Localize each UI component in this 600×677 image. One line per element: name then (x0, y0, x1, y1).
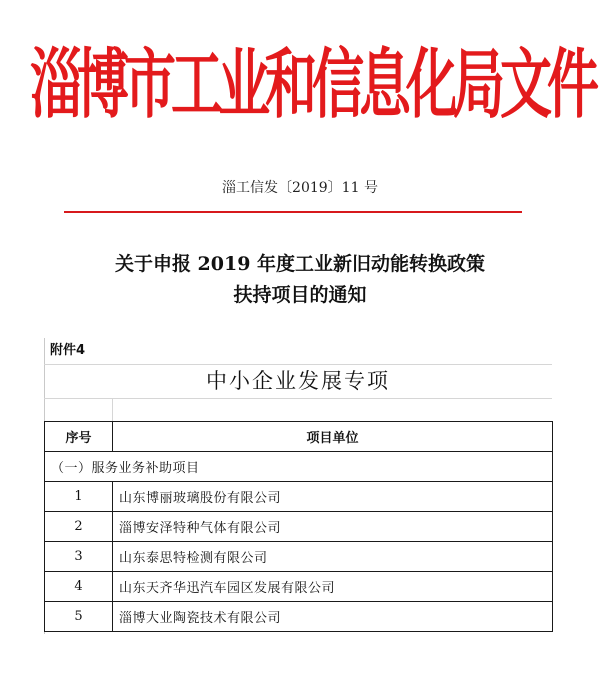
row-number: 4 (45, 572, 113, 602)
row-number: 2 (45, 512, 113, 542)
attachment-sheet (44, 338, 552, 634)
document-title-line-2: 扶持项目的通知 (233, 284, 367, 306)
projects-table (44, 421, 553, 632)
row-unit: 淄博大业陶瓷技术有限公司 (113, 602, 553, 632)
red-divider-rule (64, 211, 522, 213)
table-row (45, 542, 553, 572)
row-number: 1 (45, 482, 113, 512)
document-masthead: 淄博市工业和信息化局文件 (30, 41, 595, 130)
row-number: 5 (45, 602, 113, 632)
document-title-line-1: 关于申报 2019 年度工业新旧动能转换政策 (114, 253, 486, 275)
table-row (45, 512, 553, 542)
row-unit: 山东天齐华迅汽车园区发展有限公司 (113, 572, 553, 602)
row-number: 3 (45, 542, 113, 572)
table-header-row (45, 422, 553, 452)
sheet-gridline (44, 364, 552, 365)
document-number: 淄工信发〔2019〕11 号 (222, 180, 378, 196)
attachment-label: 附件4 (50, 343, 86, 358)
group-heading-row (45, 452, 553, 482)
row-unit: 淄博安泽特种气体有限公司 (113, 512, 553, 542)
table-title: 中小企业发展专项 (206, 369, 390, 393)
row-unit: 山东泰思特检测有限公司 (113, 542, 553, 572)
table-row (45, 572, 553, 602)
sheet-gridline (44, 398, 552, 399)
group-heading: （一）服务业务补助项目 (45, 452, 553, 482)
column-header-unit: 项目单位 (113, 422, 553, 452)
row-unit: 山东博丽玻璃股份有限公司 (113, 482, 553, 512)
sheet-gridline (112, 398, 113, 421)
table-row (45, 482, 553, 512)
table-row (45, 602, 553, 632)
column-header-number: 序号 (45, 422, 113, 452)
